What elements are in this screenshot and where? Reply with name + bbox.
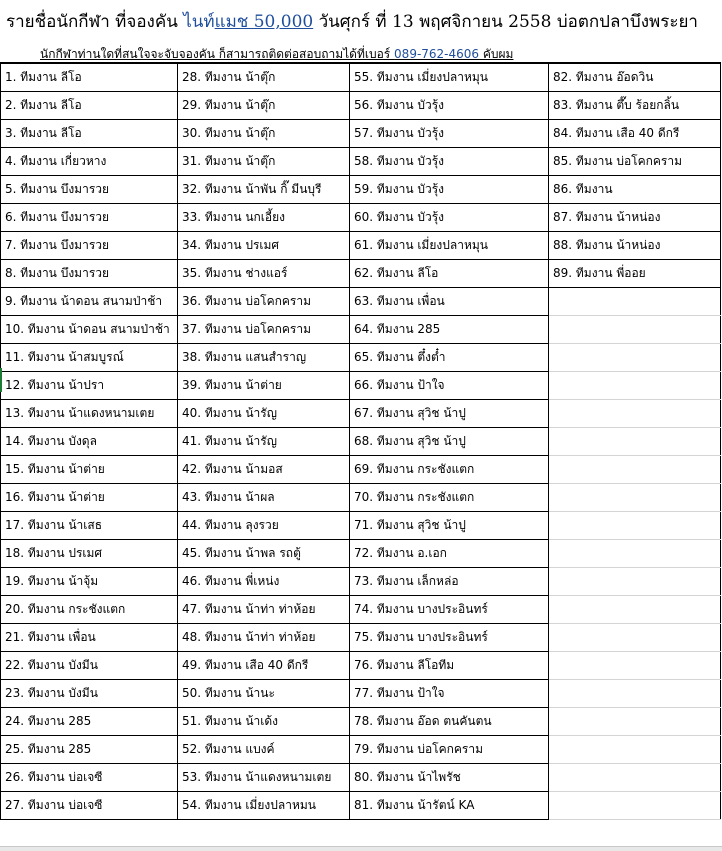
reservation-cell[interactable]: 18. ทีมงาน ปรเมศ xyxy=(1,539,178,567)
reservation-cell[interactable]: 61. ทีมงาน เมี่ยงปลาหมุน xyxy=(350,231,549,259)
reservation-cell[interactable]: 84. ทีมงาน เสือ 40 ดีกรี xyxy=(549,119,721,147)
reservation-cell[interactable]: 3. ทีมงาน ลีโอ xyxy=(1,119,178,147)
table-row xyxy=(1,735,721,763)
reservation-cell[interactable]: 51. ทีมงาน น้าเด้ง xyxy=(178,707,350,735)
reservation-cell[interactable]: 12. ทีมงาน น้าปรา xyxy=(1,371,178,399)
reservation-cell[interactable]: 73. ทีมงาน เล็กหล่อ xyxy=(350,567,549,595)
reservation-cell[interactable]: 10. ทีมงาน น้าดอน สนามป่าช้า xyxy=(1,315,178,343)
title-part-1: รายชื่อนักกีฬา ที่จองคัน xyxy=(6,12,184,32)
reservation-cell[interactable]: 27. ทีมงาน บ่อเจซี xyxy=(1,791,178,819)
empty-cell[interactable] xyxy=(549,679,721,707)
reservation-cell[interactable]: 15. ทีมงาน น้าต่าย xyxy=(1,455,178,483)
reservation-cell[interactable]: 89. ทีมงาน พี่ออย xyxy=(549,259,721,287)
table-row xyxy=(1,455,721,483)
reservation-cell[interactable]: 5. ทีมงาน บึงมารวย xyxy=(1,175,178,203)
table-row xyxy=(1,259,721,287)
empty-cell[interactable] xyxy=(549,371,721,399)
reservation-cell[interactable]: 85. ทีมงาน บ่อโคกคราม xyxy=(549,147,721,175)
reservation-cell[interactable]: 66. ทีมงาน ป้าใจ xyxy=(350,371,549,399)
reservation-cell[interactable]: 8. ทีมงาน บึงมารวย xyxy=(1,259,178,287)
reservation-cell[interactable]: 25. ทีมงาน 285 xyxy=(1,735,178,763)
reservation-cell[interactable]: 79. ทีมงาน บ่อโคกคราม xyxy=(350,735,549,763)
table-row xyxy=(1,483,721,511)
empty-cell[interactable] xyxy=(549,763,721,791)
empty-cell[interactable] xyxy=(549,567,721,595)
reservation-cell[interactable]: 35. ทีมงาน ช่างแอร์ xyxy=(178,259,350,287)
reservation-cell[interactable]: 71. ทีมงาน สุวิช น้าปู xyxy=(350,511,549,539)
table-row xyxy=(1,791,721,819)
reservation-cell[interactable]: 44. ทีมงาน ลุงรวย xyxy=(178,511,350,539)
reservation-cell[interactable]: 17. ทีมงาน น้าเสธ xyxy=(1,511,178,539)
table-row xyxy=(1,651,721,679)
reservation-cell[interactable]: 78. ทีมงาน อ๊อด ตนคันตน xyxy=(350,707,549,735)
reservation-cell[interactable]: 32. ทีมงาน น้าพัน กิ๊ มีนบุรี xyxy=(178,175,350,203)
reservation-cell[interactable]: 23. ทีมงาน บังมีน xyxy=(1,679,178,707)
empty-cell[interactable] xyxy=(549,511,721,539)
sheet-tab-bar[interactable] xyxy=(0,846,722,851)
reservation-cell[interactable]: 28. ทีมงาน น้าตุ๊ก xyxy=(178,63,350,91)
reservation-cell[interactable]: 36. ทีมงาน บ่อโคกคราม xyxy=(178,287,350,315)
reservation-cell[interactable]: 49. ทีมงาน เสือ 40 ดีกรี xyxy=(178,651,350,679)
table-row xyxy=(1,315,721,343)
reservation-cell[interactable]: 57. ทีมงาน บัวรุ้ง xyxy=(350,119,549,147)
table-row xyxy=(1,91,721,119)
reservation-cell[interactable]: 24. ทีมงาน 285 xyxy=(1,707,178,735)
reservation-cell[interactable]: 69. ทีมงาน กระชังแตก xyxy=(350,455,549,483)
reservation-table-body xyxy=(1,63,721,819)
table-row xyxy=(1,175,721,203)
reservation-cell[interactable]: 45. ทีมงาน น้าพล รถตู้ xyxy=(178,539,350,567)
reservation-cell[interactable]: 75. ทีมงาน บางประอินทร์ xyxy=(350,623,549,651)
empty-cell[interactable] xyxy=(549,343,721,371)
table-row xyxy=(1,707,721,735)
reservation-cell[interactable]: 7. ทีมงาน บึงมารวย xyxy=(1,231,178,259)
reservation-cell[interactable]: 72. ทีมงาน อ.เอก xyxy=(350,539,549,567)
contact-suffix: คับผม xyxy=(479,47,514,61)
reservation-cell[interactable]: 19. ทีมงาน น้าจุ้ม xyxy=(1,567,178,595)
reservation-cell[interactable]: 62. ทีมงาน ลีโอ xyxy=(350,259,549,287)
title-part-4: วันศุกร์ ที่ 13 พฤศจิกายน 2558 บ่อตกปลาบึงพระยา xyxy=(313,12,698,32)
reservation-cell[interactable]: 53. ทีมงาน น้าแดงหนามเตย xyxy=(178,763,350,791)
table-row xyxy=(1,203,721,231)
reservation-cell[interactable]: 88. ทีมงาน น้าหน่อง xyxy=(549,231,721,259)
reservation-cell[interactable]: 2. ทีมงาน ลีโอ xyxy=(1,91,178,119)
empty-cell[interactable] xyxy=(549,455,721,483)
reservation-cell[interactable]: 63. ทีมงาน เพื่อน xyxy=(350,287,549,315)
reservation-cell[interactable]: 22. ทีมงาน บังมีน xyxy=(1,651,178,679)
title-prize: แมช 50,000 xyxy=(214,12,314,32)
reservation-cell[interactable]: 14. ทีมงาน บังดุล xyxy=(1,427,178,455)
reservation-cell[interactable]: 58. ทีมงาน บัวรุ้ง xyxy=(350,147,549,175)
reservation-cell[interactable]: 86. ทีมงาน xyxy=(549,175,721,203)
table-row xyxy=(1,63,721,91)
reservation-cell[interactable]: 16. ทีมงาน น้าต่าย xyxy=(1,483,178,511)
empty-cell[interactable] xyxy=(549,287,721,315)
table-row xyxy=(1,343,721,371)
reservation-cell[interactable]: 41. ทีมงาน น้ารัญ xyxy=(178,427,350,455)
reservation-cell[interactable]: 37. ทีมงาน บ่อโคกคราม xyxy=(178,315,350,343)
reservation-cell[interactable]: 60. ทีมงาน บัวรุ้ง xyxy=(350,203,549,231)
reservation-cell[interactable]: 52. ทีมงาน แบงค์ xyxy=(178,735,350,763)
reservation-cell[interactable]: 38. ทีมงาน แสนสำราญ xyxy=(178,343,350,371)
reservation-cell[interactable]: 40. ทีมงาน น้ารัญ xyxy=(178,399,350,427)
reservation-cell[interactable]: 74. ทีมงาน บางประอินทร์ xyxy=(350,595,549,623)
reservation-cell[interactable]: 87. ทีมงาน น้าหน่อง xyxy=(549,203,721,231)
reservation-cell[interactable]: 70. ทีมงาน กระชังแตก xyxy=(350,483,549,511)
reservation-cell[interactable]: 33. ทีมงาน นกเอี้ยง xyxy=(178,203,350,231)
reservation-cell[interactable]: 30. ทีมงาน น้าตุ๊ก xyxy=(178,119,350,147)
empty-cell[interactable] xyxy=(549,735,721,763)
reservation-cell[interactable]: 64. ทีมงาน 285 xyxy=(350,315,549,343)
reservation-cell[interactable]: 20. ทีมงาน กระชังแตก xyxy=(1,595,178,623)
empty-cell[interactable] xyxy=(549,595,721,623)
reservation-cell[interactable]: 83. ทีมงาน ตึ๊บ ร้อยกลิ้น xyxy=(549,91,721,119)
table-row xyxy=(1,231,721,259)
reservation-cell[interactable]: 76. ทีมงาน ลีโอทีม xyxy=(350,651,549,679)
table-row xyxy=(1,399,721,427)
reservation-table xyxy=(0,62,721,820)
empty-cell[interactable] xyxy=(549,623,721,651)
reservation-cell[interactable]: 21. ทีมงาน เพื่อน xyxy=(1,623,178,651)
table-row xyxy=(1,539,721,567)
page-title xyxy=(0,0,722,40)
reservation-cell[interactable]: 77. ทีมงาน ป้าใจ xyxy=(350,679,549,707)
reservation-cell[interactable]: 48. ทีมงาน น้าท่า ท่าห้อย xyxy=(178,623,350,651)
table-row xyxy=(1,567,721,595)
reservation-cell[interactable]: 54. ทีมงาน เมี่ยงปลาหมน xyxy=(178,791,350,819)
table-row xyxy=(1,371,721,399)
reservation-cell[interactable]: 55. ทีมงาน เมี่ยงปลาหมุน xyxy=(350,63,549,91)
table-row xyxy=(1,679,721,707)
reservation-cell[interactable]: 1. ทีมงาน ลีโอ xyxy=(1,63,178,91)
reservation-cell[interactable]: 68. ทีมงาน สุวิช น้าปู xyxy=(350,427,549,455)
empty-cell[interactable] xyxy=(549,651,721,679)
reservation-cell[interactable]: 56. ทีมงาน บัวรุ้ง xyxy=(350,91,549,119)
reservation-cell[interactable]: 34. ทีมงาน ปรเมศ xyxy=(178,231,350,259)
reservation-cell[interactable]: 65. ทีมงาน ตึ๋งต๋ำ xyxy=(350,343,549,371)
table-row xyxy=(1,119,721,147)
reservation-cell[interactable]: 39. ทีมงาน น้าต่าย xyxy=(178,371,350,399)
reservation-cell[interactable]: 42. ทีมงาน น้ามอส xyxy=(178,455,350,483)
reservation-cell[interactable]: 82. ทีมงาน อ๊อดวิน xyxy=(549,63,721,91)
empty-cell[interactable] xyxy=(549,483,721,511)
reservation-cell[interactable]: 26. ทีมงาน บ่อเจซี xyxy=(1,763,178,791)
table-row xyxy=(1,595,721,623)
empty-cell[interactable] xyxy=(549,791,721,819)
empty-cell[interactable] xyxy=(549,707,721,735)
reservation-cell[interactable]: 13. ทีมงาน น้าแดงหนามเตย xyxy=(1,399,178,427)
table-row xyxy=(1,763,721,791)
reservation-cell[interactable]: 11. ทีมงาน น้าสมบูรณ์ xyxy=(1,343,178,371)
reservation-cell[interactable]: 81. ทีมงาน น้ารัตน์ KA xyxy=(350,791,549,819)
reservation-cell[interactable]: 31. ทีมงาน น้าตุ๊ก xyxy=(178,147,350,175)
reservation-cell[interactable]: 46. ทีมงาน พี่เหน่ง xyxy=(178,567,350,595)
empty-cell[interactable] xyxy=(549,539,721,567)
empty-cell[interactable] xyxy=(549,427,721,455)
reservation-cell[interactable]: 80. ทีมงาน น้าไพรัช xyxy=(350,763,549,791)
empty-cell[interactable] xyxy=(549,315,721,343)
selected-row-marker xyxy=(0,368,2,392)
empty-cell[interactable] xyxy=(549,399,721,427)
table-row xyxy=(1,427,721,455)
reservation-cell[interactable]: 47. ทีมงาน น้าท่า ท่าห้อย xyxy=(178,595,350,623)
reservation-cell[interactable]: 43. ทีมงาน น้าผล xyxy=(178,483,350,511)
reservation-cell[interactable]: 59. ทีมงาน บัวรุ้ง xyxy=(350,175,549,203)
title-part-2: ไนท์ xyxy=(183,12,215,32)
reservation-cell[interactable]: 6. ทีมงาน บึงมารวย xyxy=(1,203,178,231)
reservation-cell[interactable]: 67. ทีมงาน สุวิช น้าปู xyxy=(350,399,549,427)
reservation-cell[interactable]: 50. ทีมงาน น้านะ xyxy=(178,679,350,707)
table-row xyxy=(1,511,721,539)
table-row xyxy=(1,287,721,315)
reservation-cell[interactable]: 4. ทีมงาน เกี่ยวหาง xyxy=(1,147,178,175)
table-row xyxy=(1,147,721,175)
table-row xyxy=(1,623,721,651)
reservation-cell[interactable]: 29. ทีมงาน น้าตุ๊ก xyxy=(178,91,350,119)
contact-phone: 089-762-4606 xyxy=(394,47,480,61)
reservation-cell[interactable]: 9. ทีมงาน น้าดอน สนามป่าช้า xyxy=(1,287,178,315)
contact-text: นักกีฬาท่านใดที่สนใจจะจับจองคัน ก็สามารถติดต่อสอบถามได้ที่เบอร์ xyxy=(40,47,395,61)
